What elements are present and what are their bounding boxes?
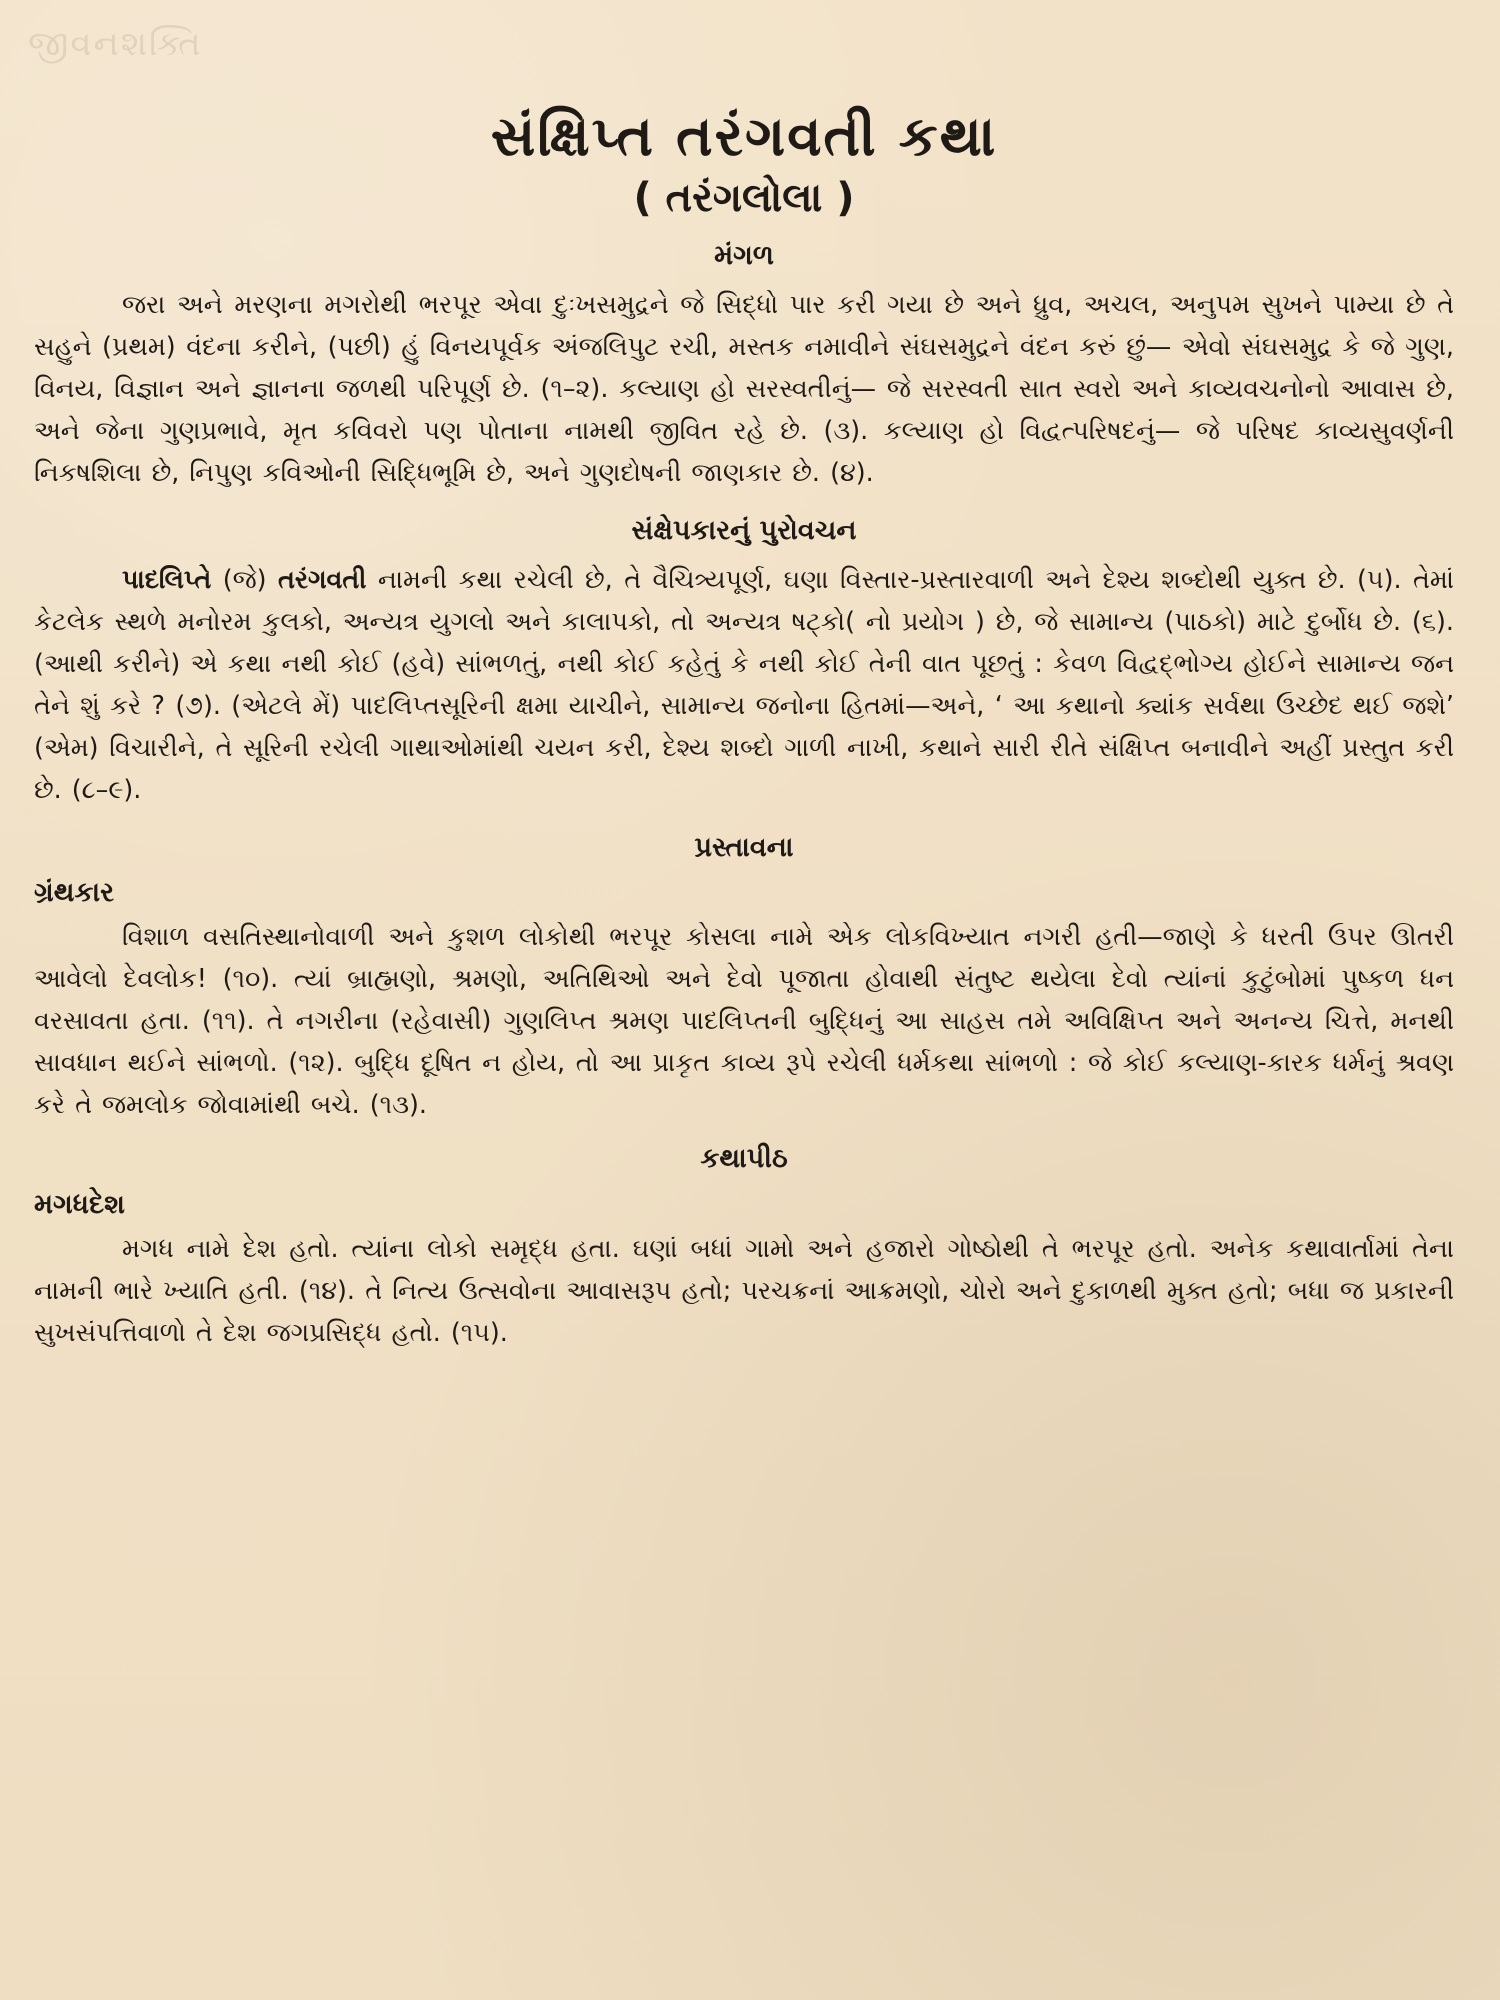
- author-name: પાદલિપ્તે: [122, 563, 212, 594]
- kathapith-paragraph: મગધ નામે દેશ હતો. ત્યાંના લોકો સમૃદ્ધ હતા. ઘણાં બધાં ગામો અને હજારો ગોષ્ઠોથી તે ભરપૂર હતો. અનેક કથાવાર્તામાં તેના નામની ભારે ખ્યાતિ હતી. (૧૪). તે નિત્ય ઉત્સવોના આવાસરૂપ હતો; પરચક્રનાં આક્રમણો, ચોરો અને દુકાળથી મુક્ત હતો; બધા જ પ્રકારની સુખસંપત્તિવાળો તે દેશ જગપ્રસિદ્ધ હતો. (૧૫).: [34, 1233, 1454, 1347]
- side-heading-author: ગ્રંથકાર: [34, 877, 115, 909]
- page-title: સંક્ષિપ્ત તરંગવતી કથા: [490, 104, 998, 168]
- preface-body-text: નામની કથા રચેલી છે, તે વૈચિત્ર્યપૂર્ણ, ઘણા વિસ્તાર-પ્રસ્તારવાળી અને દેશ્ય શબ્દોથી યુક્ત છે. (૫). તેમાં કેટલેક સ્થળે મનોરમ કુલકો, અન્યત્ર યુગલો અને કાલાપકો, તો અન્યત્ર ષટ્કો( નો પ્રયોગ ) છે, જે સામાન્ય (પાઠકો) માટે દુર્બોધ છે. (૬). (આથી કરીને) એ કથા નથી કોઈ (હવે) સાંભળતું, નથી કોઈ કહેતું કે નથી કોઈ તેની વાત પૂછતું : કેવળ વિદ્વદ્ભોગ્ય હોઈને સામાન્ય જન તેને શું કરે ? (૭). (એટલે મેં) પાદલિપ્તસૂરિની ક્ષમા યાચીને, સામાન્ય જનોના હિતમાં—અને, ‘ આ કથાનો ક્યાંક સર્વથા ઉચ્છેદ થઈ જશે’ (એમ) વિચારીને, તે સૂરિની રચેલી ગાથાઓમાંથી ચયન કરી, દેશ્ય શબ્દો ગાળી નાખી, કથાને સારી રીતે સંક્ષિપ્ત બનાવીને અહીં પ્રસ્તુત કરી છે. (૮–૯).: [34, 563, 1454, 804]
- section-heading-kathapith: કથાપીઠ: [700, 1143, 788, 1175]
- faded-header-text: જીવનશક્તિ: [28, 24, 203, 64]
- section-heading-preface: સંક્ષેપકારનું પુરોવચન: [631, 514, 857, 546]
- preface-paragraph: [34, 558, 1454, 810]
- page-subtitle: ( તરંગલોલા ): [633, 174, 855, 221]
- book-name: તરંગવતી: [278, 563, 367, 594]
- introduction-paragraph: વિશાળ વસતિસ્થાનોવાળી અને કુશળ લોકોથી ભરપૂર કોસલા નામે એક લોકવિખ્યાત નગરી હતી—જાણે કે ધરતી ઉપર ઊતરી આવેલો દેવલોક! (૧૦). ત્યાં બ્રાહ્મણો, શ્રમણો, અતિથિઓ અને દેવો પૂજાતા હોવાથી સંતુષ્ટ થયેલા દેવો ત્યાંનાં કુટુંબોમાં પુષ્કળ ધન વરસાવતા હતા. (૧૧). તે નગરીના (રહેવાસી) ગુણલિપ્ત શ્રમણ પાદલિપ્તની બુદ્ધિનું આ સાહસ તમે અવિક્ષિપ્ત અને અનન્ય ચિત્તે, મનથી સાવધાન થઈને સાંભળો. (૧૨). બુદ્ધિ દૂષિત ન હોય, તો આ પ્રાકૃત કાવ્ય રૂપે રચેલી ધર્મકથા સાંભળો : જે કોઈ કલ્યાણ-કારક ધર્મનું શ્રવણ કરે તે જમલોક જોવામાંથી બચે. (૧૩).: [34, 921, 1454, 1120]
- section-heading-introduction: પ્રસ્તાવના: [694, 831, 794, 863]
- preface-inline-text: (જે): [211, 563, 279, 594]
- side-heading-magadh: મગધદેશ: [34, 1188, 125, 1220]
- mangal-paragraph: જરા અને મરણના મગરોથી ભરપૂર એવા દુઃખસમુદ્રને જે સિદ્ધો પાર કરી ગયા છે અને ધ્રુવ, અચલ, અનુપમ સુખને પામ્યા છે તે સહુને (પ્રથમ) વંદના કરીને, (પછી) હું વિનયપૂર્વક અંજલિપુટ રચી, મસ્તક નમાવીને સંઘસમુદ્રને વંદન કરું છું— એવો સંઘસમુદ્ર કે જે ગુણ, વિનય, વિજ્ઞાન અને જ્ઞાનના જળથી પરિપૂર્ણ છે. (૧–૨). કલ્યાણ હો સરસ્વતીનું— જે સરસ્વતી સાત સ્વરો અને કાવ્યવચનોનો આવાસ છે, અને જેના ગુણપ્રભાવે, મૃત કવિવરો પણ પોતાના નામથી જીવિત રહે છે. (૩). કલ્યાણ હો વિદ્વત્પરિષદનું— જે પરિષદ કાવ્યસુવર્ણની નિકષશિલા છે, નિપુણ કવિઓની સિદ્ધિભૂમિ છે, અને ગુણદોષની જાણકાર છે. (૪).: [34, 288, 1454, 487]
- section-heading-mangal: મંગળ: [714, 239, 774, 271]
